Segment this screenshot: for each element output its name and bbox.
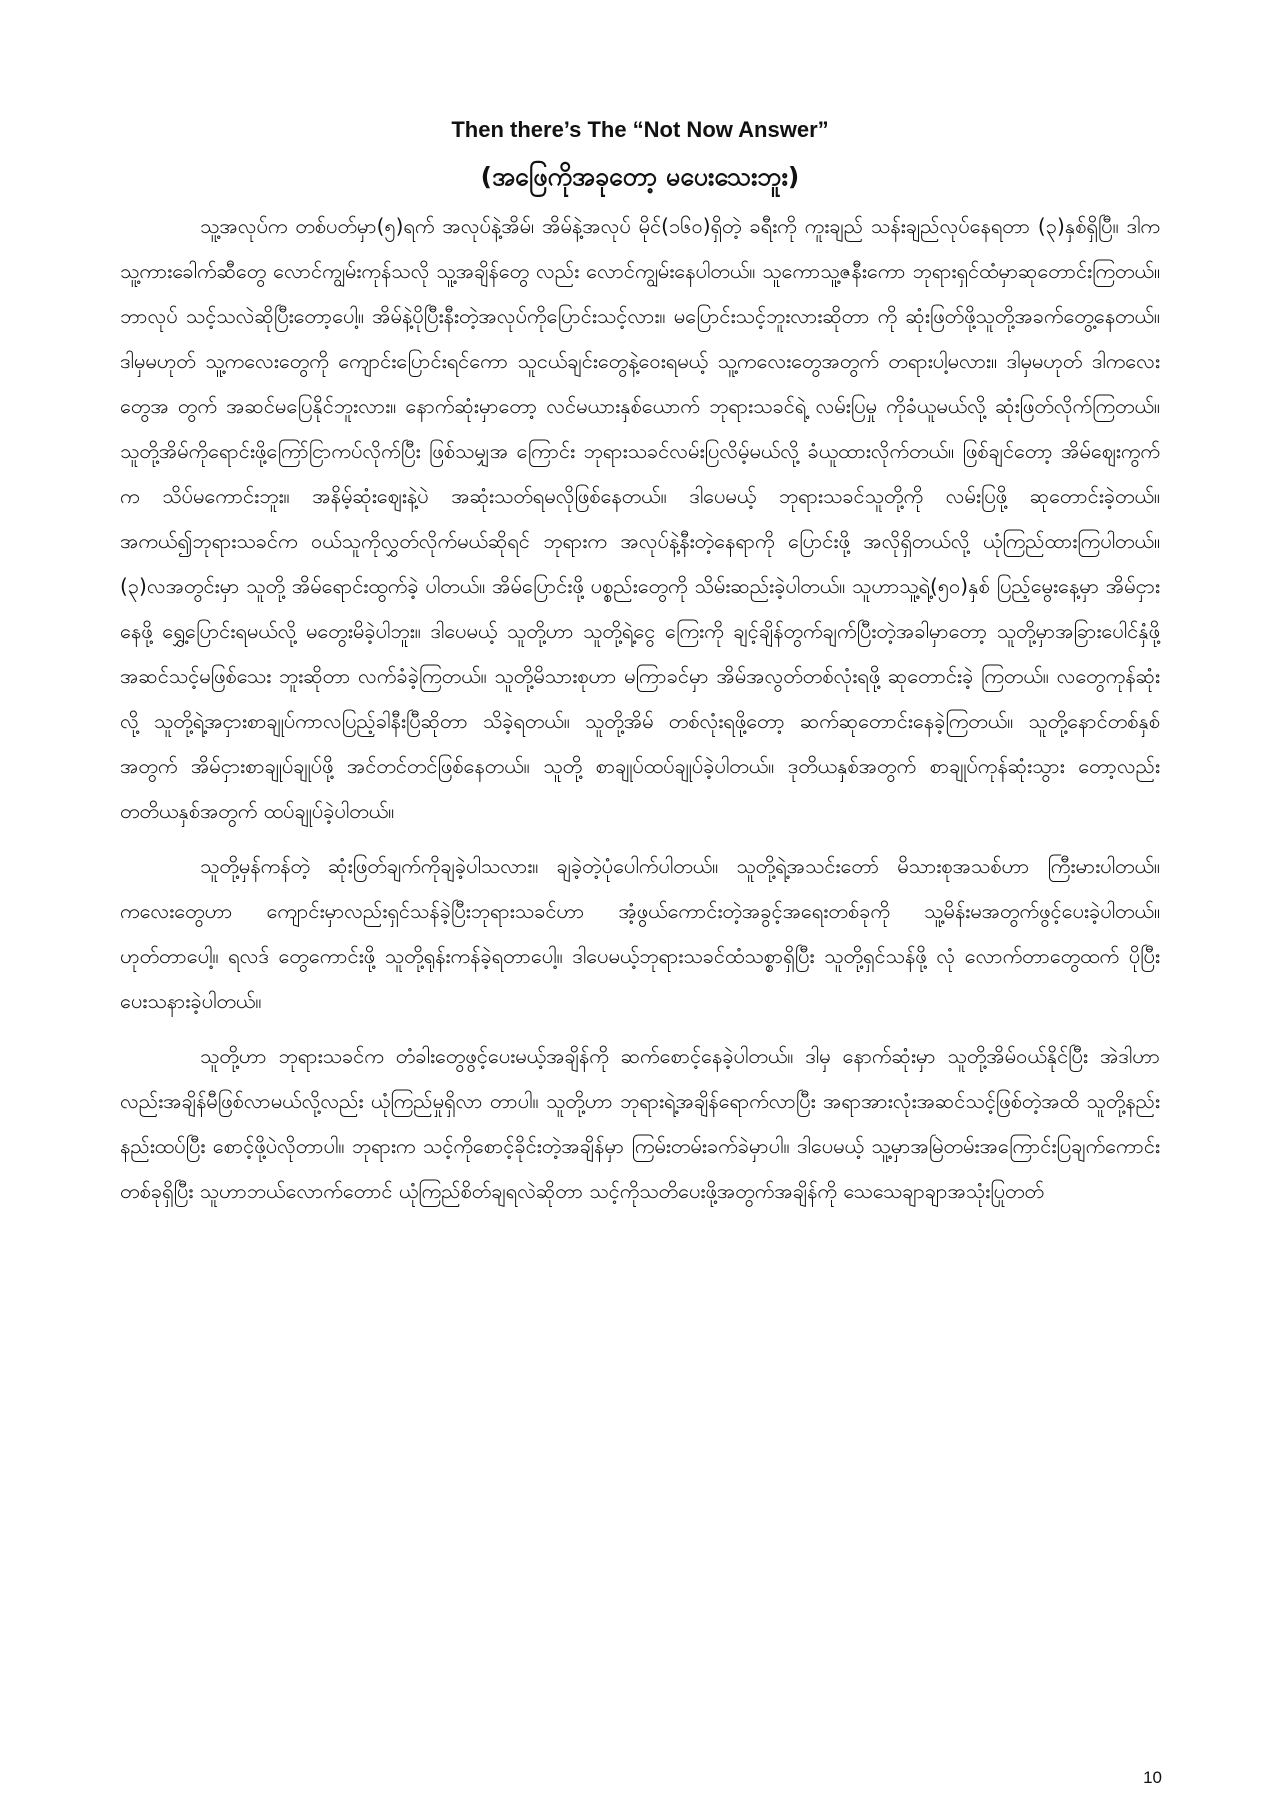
paragraph: သူတို့ဟာ ဘုရားသခင်က တံခါးတွေဖွင့်ပေးမယ့်အချိန်ကို ဆက်စောင့်နေခဲ့ပါတယ်။ ဒါမှ နောက်ဆုံးမှာ သူတို့အိမ်ဝယ်နိုင်ပြီး အဲဒါဟာလည်းအချိန်မီဖြစ်လာမယ်လို့လည်း ယုံကြည်မှုရှိလာ တာပါ။ သူတို့ဟာ ဘုရားရဲ့အချိန်ရောက်လာပြီး အရာအားလုံးအဆင်သင့်ဖြစ်တဲ့အထိ သူတို့နည်း နည်းထပ်ပြီး စောင့်ဖို့ပဲလိုတာပါ။ ဘုရားက သင့်ကိုစောင့်ခိုင်းတဲ့အချိန်မှာ ကြမ်းတမ်းခက်ခဲမှာပါ။ ဒါပေမယ့် သူ့မှာအမြဲတမ်းအကြောင်းပြချက်ကောင်းတစ်ခုရှိပြီး သူဟာဘယ်လောက်တောင် ယုံကြည်စိတ်ချရလဲဆိုတာ သင့်ကိုသတိပေးဖို့အတွက်အချိန်ကို သေသေချာချာအသုံးပြုတတ် bbox=[120, 1044, 1160, 1203]
paragraph: သူ့အလုပ်က တစ်ပတ်မှာ(၅)ရက် အလုပ်နဲ့အိမ်၊ အိမ်နဲ့အလုပ် မိုင်(၁၆၀)ရှိတဲ့ ခရီးကို ကူးချည် သန်းချည်လုပ်နေရတာ (၃)နှစ်ရှိပြီ။ ဒါကသူ့ကားခေါက်ဆီတွေ လောင်ကျွမ်းကုန်သလို သူ့အချိန်တွေ လည်း လောင်ကျွမ်းနေပါတယ်။ သူကောသူ့ဇနီးကော ဘုရားရှင်ထံမှာဆုတောင်းကြတယ်။ ဘာလုပ် သင့်သလဲဆိုပြီးတော့ပေါ့။ အိမ်နဲ့ပိုပြီးနီးတဲ့အလုပ်ကိုပြောင်းသင့်လား။ မပြောင်းသင့်ဘူးလားဆိုတာ ကို ဆုံးဖြတ်ဖို့သူတို့အခက်တွေ့နေတယ်။ ဒါမှမဟုတ် သူ့ကလေးတွေကို ကျောင်းပြောင်းရင်ကော သူငယ်ချင်းတွေနဲ့ဝေးရမယ့် သူ့ကလေးတွေအတွက် တရားပါ့မလား။ ဒါမှမဟုတ် ဒါကလေးတွေအ တွက် အဆင်မပြေနိုင်ဘူးလား။ နောက်ဆုံးမှာတော့ လင်မယားနှစ်ယောက် ဘုရားသခင်ရဲ့ လမ်းပြမှု ကိုခံယူမယ်လို့ ဆုံးဖြတ်လိုက်ကြတယ်။ သူတို့အိမ်ကိုရောင်းဖို့ကြော်ငြာကပ်လိုက်ပြီး ဖြစ်သမျှအ ကြောင်း ဘုရားသခင်လမ်းပြလိမ့်မယ်လို့ ခံယူထားလိုက်တယ်။ ဖြစ်ချင်တော့ အိမ်ဈေးကွက်က သိပ်မကောင်းဘူး။ အနိမ့်ဆုံးဈေးနဲ့ပဲ အဆုံးသတ်ရမလိုဖြစ်နေတယ်။ ဒါပေမယ့် ဘုရားသခင်သူတို့ကို လမ်းပြဖို့ ဆုတောင်းခဲ့တယ်။ အကယ်၍ဘုရားသခင်က ဝယ်သူကိုလွှတ်လိုက်မယ်ဆိုရင် ဘုရားက အလုပ်နဲ့နီးတဲ့နေရာကို ပြောင်းဖို့ အလိုရှိတယ်လို့ ယုံကြည်ထားကြပါတယ်။ (၃)လအတွင်းမှာ သူတို့ အိမ်ရောင်းထွက်ခဲ့ ပါတယ်။ အိမ်ပြောင်းဖို့ ပစ္စည်းတွေကို သိမ်းဆည်းခဲ့ပါတယ်။ သူဟာသူ့ရဲ့(၅၀)နှစ် ပြည့်မွေးနေ့မှာ အိမ်ငှားနေဖို့ ရွှေ့ပြောင်းရမယ်လို့ မတွေးမိခဲ့ပါဘူး။ ဒါပေမယ့် သူတို့ဟာ သူတို့ရဲ့ငွေ ကြေးကို ချင့်ချိန်တွက်ချက်ပြီးတဲ့အခါမှာတော့ သူတို့မှာအခြားပေါင်နှံဖို့ အဆင်သင့်မဖြစ်သေး ဘူးဆိုတာ လက်ခံခဲ့ကြတယ်။ သူတို့မိသားစုဟာ မကြာခင်မှာ အိမ်အလွတ်တစ်လုံးရဖို့ ဆုတောင်းခဲ့ ကြတယ်။ လတွေကုန်ဆုံးလို့ သူတို့ရဲ့အငှားစာချုပ်ကာလပြည့်ခါနီးပြီဆိုတာ သိခဲ့ရတယ်။ သူတို့အိမ် တစ်လုံးရဖို့တော့ ဆက်ဆုတောင်းနေခဲ့ကြတယ်။ သူတို့နောင်တစ်နှစ်အတွက် အိမ်ငှားစာချုပ်ချုပ်ဖို့ အင်တင်တင်ဖြစ်နေတယ်။ သူတို့ စာချုပ်ထပ်ချုပ်ခဲ့ပါတယ်။ ဒုတိယနှစ်အတွက် စာချုပ်ကုန်ဆုံးသွား တော့လည်း တတိယနှစ်အတွက် ထပ်ချုပ်ခဲ့ပါတယ်။ bbox=[120, 214, 1160, 823]
page-number: 10 bbox=[1143, 1768, 1162, 1787]
paragraph: သူတို့မှန်ကန်တဲ့ ဆုံးဖြတ်ချက်ကိုချခဲ့ပါသလား။ ချခဲ့တဲ့ပုံပေါက်ပါတယ်။ သူတို့ရဲ့အသင်းတော် မိသားစုအသစ်ဟာ ကြီးမားပါတယ်။ ကလေးတွေဟာ ကျောင်းမှာလည်းရှင်သန်ခဲ့ပြီးဘုရားသခင်ဟာ အံ့ဖွယ်ကောင်းတဲ့အခွင့်အရေးတစ်ခုကို သူ့မိန်းမအတွက်ဖွင့်ပေးခဲ့ပါတယ်။ ဟုတ်တာပေါ့။ ရလဒ် တွေကောင်းဖို့ သူတို့ရုန်းကန်ခဲ့ရတာပေါ့။ ဒါပေမယ့်ဘုရားသခင်ထံသစ္စာရှိပြီး သူတို့ရှင်သန်ဖို့ လုံ လောက်တာတွေထက် ပိုပြီးပေးသနားခဲ့ပါတယ်။ bbox=[120, 854, 1160, 1013]
section-title: Then there’s The “Not Now Answer” bbox=[451, 117, 829, 142]
section-subtitle: (အဖြေကိုအခုတော့ မပေးသေးဘူး) bbox=[480, 162, 800, 191]
body-text bbox=[120, 204, 1160, 1214]
